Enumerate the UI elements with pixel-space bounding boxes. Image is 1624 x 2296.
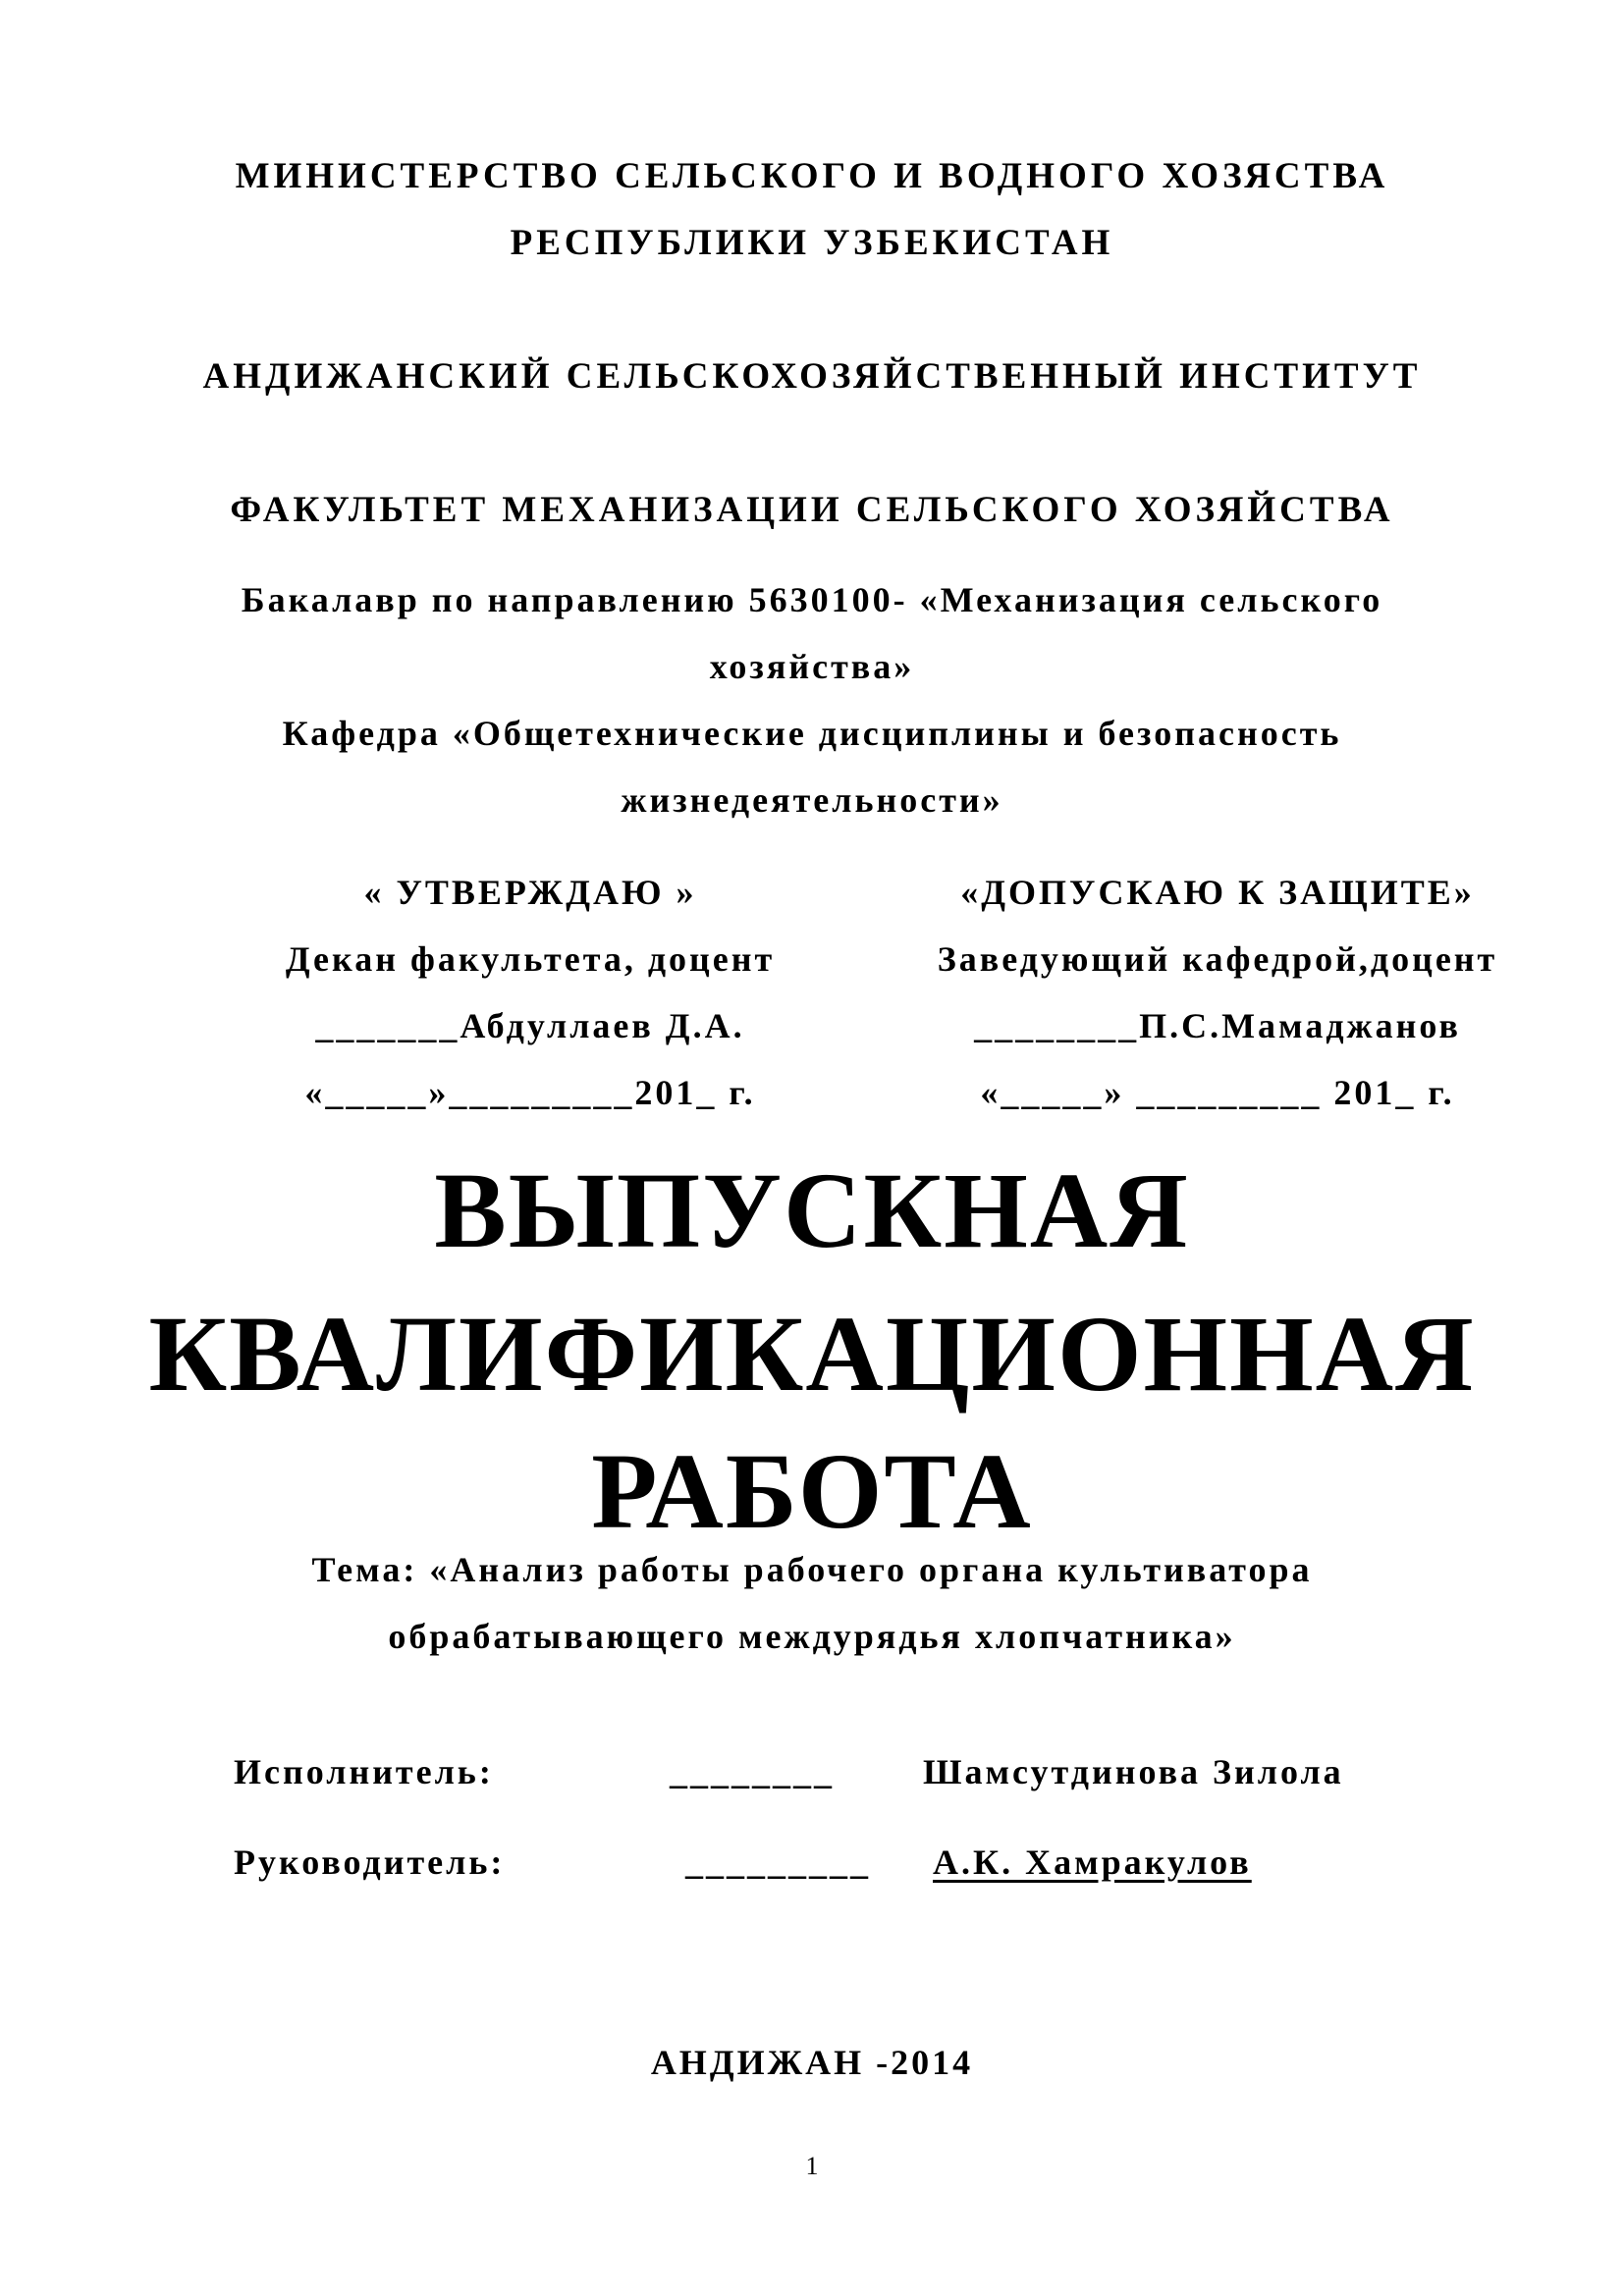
title-line-3: РАБОТА [591,1431,1033,1551]
title-line-2: КВАЛИФИКАЦИОННАЯ [148,1294,1476,1414]
supervisor-name: А.К. Хамракулов [933,1842,1252,1882]
approval-left-title: « УТВЕРЖДАЮ » [363,873,697,912]
ministry-line-2: РЕСПУБЛИКИ УЗБЕКИСТАН [510,223,1114,263]
performer-blank: ________ [670,1752,835,1791]
approval-right-date: «_____» _________ 201_ г. [980,1073,1455,1112]
program-line-2: хозяйства» [709,647,915,686]
approval-right-title: «ДОПУСКАЮ К ЗАЩИТЕ» [960,873,1475,912]
city-year: АНДИЖАН -2014 [650,2043,974,2082]
institute-name: АНДИЖАНСКИЙ СЕЛЬСКОХОЗЯЙСТВЕННЫЙ ИНСТИТУТ [202,356,1422,397]
title-line-1: ВЫПУСКНАЯ [434,1150,1190,1270]
performer-label: Исполнитель: [234,1752,494,1791]
approval-left-date: «_____»_________201_ г. [304,1073,756,1112]
approval-left-signature: _______Абдуллаев Д.А. [315,1006,745,1045]
faculty-name: ФАКУЛЬТЕТ МЕХАНИЗАЦИИ СЕЛЬСКОГО ХОЗЯЙСТВА [230,490,1394,530]
program-line-1: Бакалавр по направлению 5630100- «Механизация сельского [241,580,1383,619]
approval-right-signature: ________П.С.Мамаджанов [974,1006,1461,1045]
supervisor-blank: _________ [685,1842,871,1882]
approval-left-role: Декан факультета, доцент [285,939,776,979]
department-line-2: жизнедеятельности» [621,780,1003,820]
department-line-1: Кафедра «Общетехнические дисциплины и безопасность [282,714,1342,753]
topic-line-1: Тема: «Анализ работы рабочего органа культиватора [311,1550,1313,1589]
topic-line-2: обрабатывающего междурядья хлопчатника» [388,1617,1236,1656]
page-number: 1 [805,2152,819,2180]
supervisor-label: Руководитель: [234,1842,506,1882]
approval-right-role: Заведующий кафедрой,доцент [937,939,1498,979]
ministry-line-1: МИНИСТЕРСТВО СЕЛЬСКОГО И ВОДНОГО ХОЗЯСТВА [235,156,1389,196]
performer-name: Шамсутдинова Зилола [923,1752,1344,1791]
